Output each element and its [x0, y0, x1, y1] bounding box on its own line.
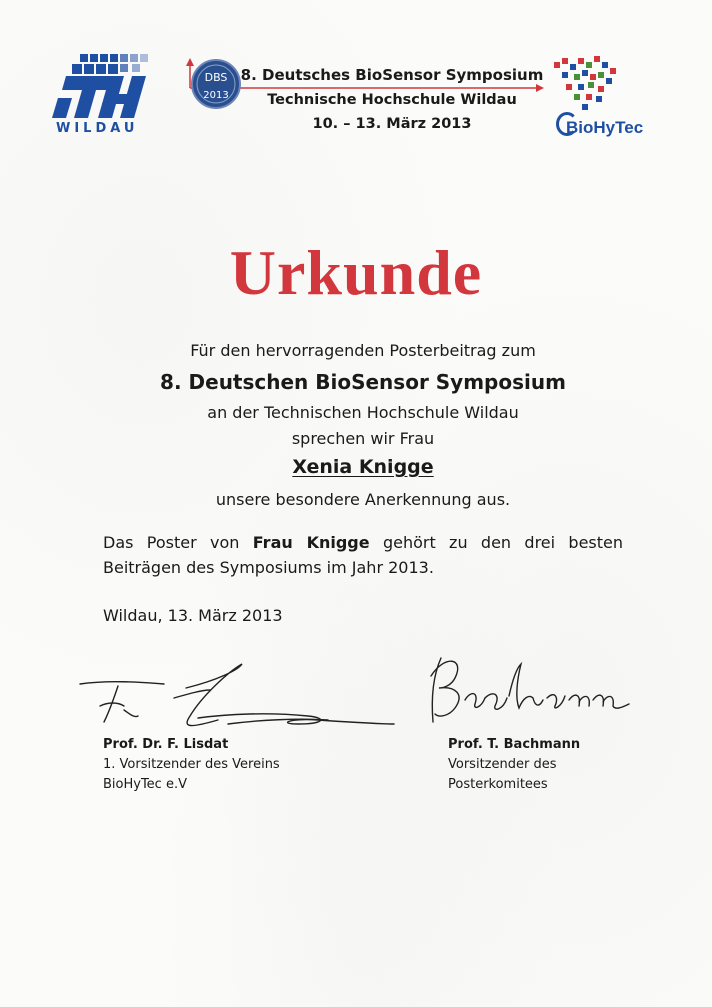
- dbs-badge-year: 2013: [203, 90, 229, 101]
- signatory-name: Prof. Dr. F. Lisdat: [103, 737, 229, 752]
- signatory-name: Prof. T. Bachmann: [448, 737, 581, 752]
- th-wildau-logo-word: WILDAU: [56, 121, 139, 136]
- para-post: gehört zu den drei besten Beiträgen des Symposiums im Jahr 2013.: [103, 533, 624, 577]
- certificate-title: Urkunde: [229, 237, 483, 308]
- header-symposium-name: 8. Deutsches BioSensor Symposium: [240, 66, 544, 84]
- header-dates: 10. – 13. März 2013: [312, 116, 472, 132]
- body-line-4: sprechen wir Frau: [291, 429, 435, 448]
- recipient-name: Xenia Knigge: [292, 456, 434, 478]
- body-line-3: an der Technischen Hochschule Wildau: [207, 403, 519, 422]
- signatory-bachmann: [448, 735, 580, 795]
- body-line-1: Für den hervorragenden Posterbeitrag zum: [190, 341, 536, 360]
- para-name: Frau Knigge: [252, 533, 370, 552]
- signatory-lisdat: [103, 735, 280, 795]
- signatory-role: Posterkomitees: [448, 777, 548, 792]
- signature-bachmann: [425, 650, 635, 730]
- para-pre: Das Poster von: [103, 533, 253, 552]
- signatory-role: 1. Vorsitzender des Vereins: [103, 757, 280, 772]
- dbs-badge-text: DBS: [204, 71, 228, 84]
- body-line-6: unsere besondere Anerkennung aus.: [215, 490, 511, 509]
- body-paragraph: [103, 530, 623, 580]
- place-date: Wildau, 13. März 2013: [103, 606, 283, 625]
- signature-lisdat: [78, 658, 398, 738]
- header-institution: Technische Hochschule Wildau: [267, 92, 517, 108]
- signatory-role: Vorsitzender des: [448, 757, 557, 772]
- signatory-role: BioHyTec e.V: [103, 777, 187, 792]
- body-symposium-name: 8. Deutschen BioSensor Symposium: [160, 370, 566, 394]
- biohytec-logo-word: BioHyTec: [566, 118, 644, 137]
